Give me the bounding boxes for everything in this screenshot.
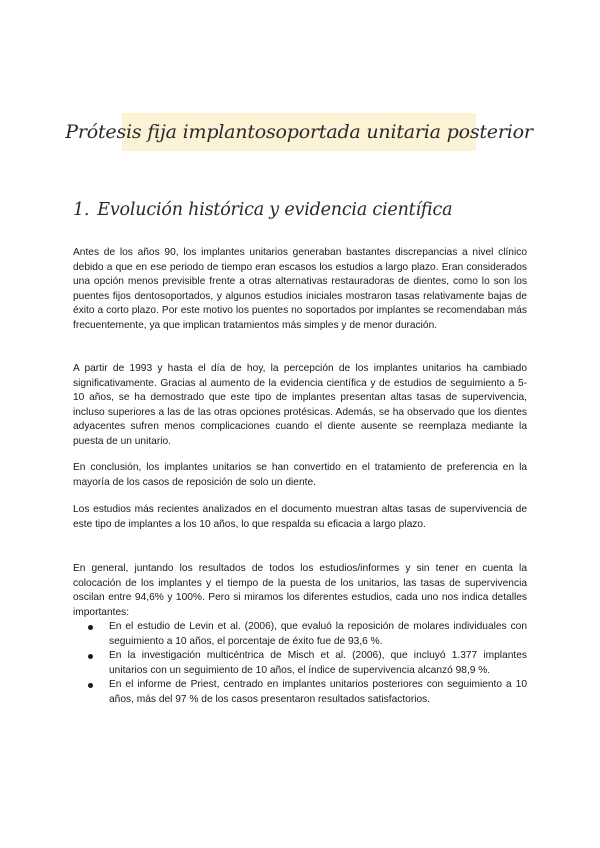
paragraph: Los estudios más recientes analizados en el documento muestran altas tasas de supervivencia de este tipo de implantes a los 10 años, lo que respalda su eficacia a largo plazo. bbox=[73, 504, 527, 530]
section-heading-text: Evolución histórica y evidencia científica bbox=[97, 200, 453, 220]
section-number: 1. bbox=[73, 200, 90, 220]
bullet-text: En la investigación multicéntrica de Misch et al. (2006), que incluyó 1.377 implantes unitarios con un seguimiento de 10 años, el índice de supervivencia alcanzó 98,9 %. bbox=[109, 650, 527, 676]
bullet-dot-icon bbox=[88, 625, 93, 630]
paragraph: En general, juntando los resultados de todos los estudios/informes y sin tener en cuenta la colocación de los implantes y el tiempo de la puesta de los unitarios, las tasas de supervivencia oscilan entre 94,6% y 100%. Pero si miramos los diferentes estudios, cada uno nos indica detalles importantes: bbox=[73, 563, 527, 618]
bullet-dot-icon bbox=[88, 654, 93, 659]
title-highlight-box bbox=[65, 113, 533, 151]
bullet-list bbox=[73, 620, 527, 707]
paragraph: Antes de los años 90, los implantes unitarios generaban bastantes discrepancias a nivel clínico debido a que en ese periodo de tiempo eran escasos los estudios a largo plazo. Eran considerados una opción menos previsible frente a otras alternativas restauradoras de dientes, como lo son los puentes fijos dentosoportados, y algunos estudios iniciales mostraron tasas relativamente bajas de éxito a corto plazo. Por este motivo los puentes no soportados por implantes se recomendaban más frecuentemente, ya que implican tratamientos más simples y de menor duración. bbox=[73, 247, 527, 331]
bullet-item bbox=[73, 620, 527, 649]
section-heading bbox=[73, 200, 452, 220]
bullet-item bbox=[73, 649, 527, 678]
bullet-text: En el informe de Priest, centrado en implantes unitarios posteriores con seguimiento a 10 años, más del 97 % de los casos presentaron resultados satisfactorios. bbox=[109, 679, 527, 705]
paragraph: En conclusión, los implantes unitarios se han convertido en el tratamiento de preferencia en la mayoría de los casos de reposición de solo un diente. bbox=[73, 462, 527, 488]
bullet-item bbox=[73, 678, 527, 707]
bullet-dot-icon bbox=[88, 683, 93, 688]
bullet-text: En el estudio de Levin et al. (2006), que evaluó la reposición de molares individuales con seguimiento a 10 años, el porcentaje de éxito fue de 93,6 %. bbox=[109, 621, 527, 647]
paragraph: A partir de 1993 y hasta el día de hoy, la percepción de los implantes unitarios ha cambiado significativamente. Gracias al aumento de la evidencia científica y de estudios de seguimiento a 5-10 años, se ha demostrado que este tipo de implantes presentan altas tasas de supervivencia, incluso superiores a las de las otras opciones protésicas. Además, se ha observado que los dientes adyacentes sufren menos complicaciones cuando el diente ausente se reemplaza mediante la puesta de un unitario. bbox=[73, 363, 527, 447]
document-title: Prótesis fija implantosoportada unitaria posterior bbox=[65, 121, 533, 143]
